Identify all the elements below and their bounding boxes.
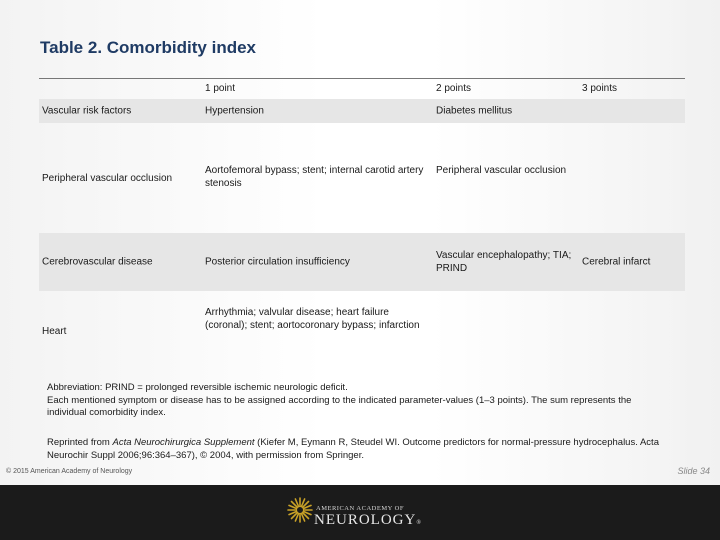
reprint-prefix: Reprinted from	[47, 437, 113, 448]
row-1-point: Hypertension	[205, 105, 264, 117]
table-footnote	[47, 382, 667, 420]
row-2-points: Diabetes mellitus	[436, 105, 513, 117]
logo-top-text: AMERICAN ACADEMY OF	[316, 505, 404, 512]
abbreviation-note: Abbreviation: PRIND = prolonged reversible ischemic neurologic deficit.	[47, 382, 348, 393]
reprint-credit	[47, 437, 672, 462]
row-1-point: Aortofemoral bypass; stent; internal carotid artery stenosis	[205, 165, 424, 189]
row-2-points: Vascular encephalopathy; TIA; PRIND	[436, 250, 572, 274]
row-2-points: Peripheral vascular occlusion	[436, 165, 567, 176]
row-3-points: Cerebral infarct	[582, 256, 651, 268]
table-row	[39, 123, 685, 233]
table-row	[39, 233, 685, 291]
table-header-row	[39, 79, 685, 99]
copyright-text: © 2015 American Academy of Neurology	[6, 468, 133, 475]
logo-main-text	[314, 512, 422, 529]
row-1-point: Arrhythmia; valvular disease; heart failure (coronal); stent; aortocoronary bypass; infarction	[205, 307, 420, 331]
slide-number: Slide 34	[677, 466, 710, 476]
header-3-points: 3 points	[582, 83, 618, 94]
logo-wordmark: NEUROLOGY	[314, 512, 417, 528]
reprint-journal: Acta Neurochirurgica Supplement	[112, 437, 255, 448]
header-1-point: 1 point	[205, 83, 236, 94]
registered-mark: ®	[416, 520, 422, 526]
table-row	[39, 99, 685, 123]
row-category: Vascular risk factors	[42, 105, 132, 117]
row-category: Peripheral vascular occlusion	[42, 173, 173, 184]
row-category: Heart	[42, 326, 67, 337]
aan-logo	[286, 494, 436, 534]
row-1-point: Posterior circulation insufficiency	[205, 256, 350, 268]
explanation-note: Each mentioned symptom or disease has to be assigned according to the indicated parameter-values (1–3 points). The sum represents the individual comorbidity index.	[47, 394, 632, 418]
row-category: Cerebrovascular disease	[42, 256, 153, 268]
reprint-citation: (Kiefer M, Eymann R, Steudel WI. Outcome predictors for normal-pressure hydrocephalus. Acta Neurochir Suppl 2006;96:364–367), © 2004, with permission from Springer.	[47, 437, 659, 461]
header-2-points: 2 points	[436, 83, 472, 94]
comorbidity-table	[39, 78, 685, 373]
page-title: Table 2. Comorbidity index	[40, 38, 256, 57]
table-row	[39, 291, 685, 373]
sunburst-icon	[286, 496, 314, 524]
